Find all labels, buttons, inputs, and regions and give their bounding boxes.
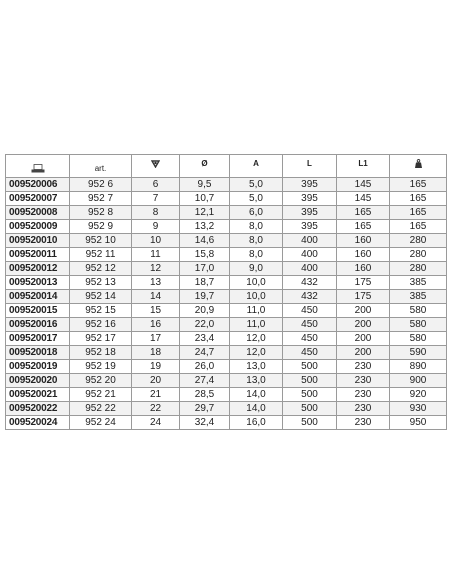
weight-cell: 165 <box>390 206 447 220</box>
table-body <box>6 178 447 430</box>
size-cell: 13 <box>132 276 180 290</box>
header-a <box>230 155 283 178</box>
l-cell: 450 <box>283 332 337 346</box>
header-size <box>132 155 180 178</box>
table-row <box>6 178 447 192</box>
table-row <box>6 402 447 416</box>
size-cell: 19 <box>132 360 180 374</box>
code-cell: 009520016 <box>6 318 70 332</box>
diameter-cell: 24,7 <box>180 346 230 360</box>
diameter-cell: 29,7 <box>180 402 230 416</box>
a-cell: 11,0 <box>230 304 283 318</box>
a-cell: 12,0 <box>230 332 283 346</box>
art-cell: 952 15 <box>70 304 132 318</box>
a-cell: 9,0 <box>230 262 283 276</box>
art-cell: 952 14 <box>70 290 132 304</box>
art-cell: 952 6 <box>70 178 132 192</box>
weight-cell: 950 <box>390 416 447 430</box>
art-cell: 952 19 <box>70 360 132 374</box>
weight-cell: 900 <box>390 374 447 388</box>
diameter-cell: 23,4 <box>180 332 230 346</box>
table-row <box>6 346 447 360</box>
header-l1 <box>337 155 390 178</box>
diameter-cell: 13,2 <box>180 220 230 234</box>
l1-cell: 230 <box>337 416 390 430</box>
code-cell: 009520006 <box>6 178 70 192</box>
l1-cell: 230 <box>337 388 390 402</box>
code-cell: 009520020 <box>6 374 70 388</box>
size-cell: 10 <box>132 234 180 248</box>
diameter-cell: 22,0 <box>180 318 230 332</box>
a-cell: 14,0 <box>230 388 283 402</box>
l-cell: 500 <box>283 360 337 374</box>
l1-cell: 175 <box>337 290 390 304</box>
code-cell: 009520007 <box>6 192 70 206</box>
header-art <box>70 155 132 178</box>
diameter-cell: 15,8 <box>180 248 230 262</box>
code-cell: 009520014 <box>6 290 70 304</box>
l1-label: L1 <box>358 159 368 168</box>
l-cell: 450 <box>283 346 337 360</box>
art-cell: 952 22 <box>70 402 132 416</box>
a-label: A <box>253 159 259 168</box>
a-cell: 12,0 <box>230 346 283 360</box>
l1-cell: 230 <box>337 360 390 374</box>
diameter-cell: 18,7 <box>180 276 230 290</box>
weight-cell: 165 <box>390 178 447 192</box>
size-cell: 24 <box>132 416 180 430</box>
l1-cell: 200 <box>337 332 390 346</box>
a-cell: 16,0 <box>230 416 283 430</box>
a-cell: 13,0 <box>230 360 283 374</box>
table-row <box>6 416 447 430</box>
l1-cell: 230 <box>337 402 390 416</box>
diameter-cell: 26,0 <box>180 360 230 374</box>
l-cell: 500 <box>283 416 337 430</box>
diameter-cell: 28,5 <box>180 388 230 402</box>
l1-cell: 200 <box>337 304 390 318</box>
art-cell: 952 8 <box>70 206 132 220</box>
size-cell: 12 <box>132 262 180 276</box>
art-cell: 952 11 <box>70 248 132 262</box>
code-cell: 009520012 <box>6 262 70 276</box>
l1-cell: 145 <box>337 192 390 206</box>
size-cell: 14 <box>132 290 180 304</box>
weight-cell: 165 <box>390 192 447 206</box>
weight-cell: 385 <box>390 290 447 304</box>
l1-cell: 230 <box>337 374 390 388</box>
table-row <box>6 262 447 276</box>
l-cell: 395 <box>283 220 337 234</box>
a-cell: 11,0 <box>230 318 283 332</box>
diameter-cell: 17,0 <box>180 262 230 276</box>
diameter-cell: 9,5 <box>180 178 230 192</box>
l1-cell: 165 <box>337 220 390 234</box>
weight-cell: 930 <box>390 402 447 416</box>
a-cell: 13,0 <box>230 374 283 388</box>
art-cell: 952 18 <box>70 346 132 360</box>
size-cell: 16 <box>132 318 180 332</box>
size-cell: 22 <box>132 402 180 416</box>
diameter-cell: 12,1 <box>180 206 230 220</box>
art-cell: 952 16 <box>70 318 132 332</box>
weight-cell: 580 <box>390 332 447 346</box>
size-cell: 11 <box>132 248 180 262</box>
a-cell: 5,0 <box>230 178 283 192</box>
size-cell: 20 <box>132 374 180 388</box>
diameter-cell: 14,6 <box>180 234 230 248</box>
size-cell: 21 <box>132 388 180 402</box>
table-row <box>6 360 447 374</box>
table-row <box>6 332 447 346</box>
weight-cell: 580 <box>390 304 447 318</box>
l-cell: 432 <box>283 290 337 304</box>
art-cell: 952 7 <box>70 192 132 206</box>
size-cell: 17 <box>132 332 180 346</box>
diameter-cell: 27,4 <box>180 374 230 388</box>
diameter-cell: 19,7 <box>180 290 230 304</box>
code-cell: 009520013 <box>6 276 70 290</box>
a-cell: 6,0 <box>230 206 283 220</box>
header-code <box>6 155 70 178</box>
code-cell: 009520010 <box>6 234 70 248</box>
l-cell: 395 <box>283 178 337 192</box>
l1-cell: 200 <box>337 346 390 360</box>
table-row <box>6 192 447 206</box>
code-cell: 009520009 <box>6 220 70 234</box>
size-cell: 7 <box>132 192 180 206</box>
diameter-cell: 20,9 <box>180 304 230 318</box>
size-cell: 15 <box>132 304 180 318</box>
table-row <box>6 276 447 290</box>
code-cell: 009520024 <box>6 416 70 430</box>
art-cell: 952 17 <box>70 332 132 346</box>
l-cell: 395 <box>283 206 337 220</box>
l-cell: 400 <box>283 234 337 248</box>
l-cell: 500 <box>283 374 337 388</box>
art-cell: 952 20 <box>70 374 132 388</box>
l1-cell: 160 <box>337 234 390 248</box>
l-cell: 450 <box>283 304 337 318</box>
l-cell: 500 <box>283 388 337 402</box>
weight-cell: 920 <box>390 388 447 402</box>
size-cell: 18 <box>132 346 180 360</box>
diameter-label: Ø <box>201 159 208 168</box>
a-cell: 8,0 <box>230 220 283 234</box>
code-cell: 009520019 <box>6 360 70 374</box>
diameter-cell: 32,4 <box>180 416 230 430</box>
diameter-cell: 10,7 <box>180 192 230 206</box>
l1-cell: 160 <box>337 248 390 262</box>
size-cell: 8 <box>132 206 180 220</box>
header-row <box>6 155 447 178</box>
l-cell: 432 <box>283 276 337 290</box>
weight-cell: 280 <box>390 234 447 248</box>
art-cell: 952 21 <box>70 388 132 402</box>
weight-cell: 590 <box>390 346 447 360</box>
table-row <box>6 374 447 388</box>
table-row <box>6 388 447 402</box>
table-row <box>6 318 447 332</box>
weight-cell: 165 <box>390 220 447 234</box>
weight-cell: 385 <box>390 276 447 290</box>
size-cell: 9 <box>132 220 180 234</box>
a-cell: 8,0 <box>230 234 283 248</box>
a-cell: 10,0 <box>230 290 283 304</box>
art-cell: 952 24 <box>70 416 132 430</box>
l-cell: 400 <box>283 262 337 276</box>
table-row <box>6 206 447 220</box>
l-cell: 450 <box>283 318 337 332</box>
table-row <box>6 248 447 262</box>
l-cell: 400 <box>283 248 337 262</box>
l-cell: 395 <box>283 192 337 206</box>
code-cell: 009520017 <box>6 332 70 346</box>
table-row <box>6 304 447 318</box>
a-cell: 10,0 <box>230 276 283 290</box>
code-cell: 009520015 <box>6 304 70 318</box>
table-row <box>6 220 447 234</box>
a-cell: 8,0 <box>230 248 283 262</box>
header-weight <box>390 155 447 178</box>
header-l <box>283 155 337 178</box>
wrench-size-icon <box>151 160 160 168</box>
weight-cell: 280 <box>390 262 447 276</box>
table-row <box>6 290 447 304</box>
code-cell: 009520022 <box>6 402 70 416</box>
l-cell: 500 <box>283 402 337 416</box>
weight-icon <box>415 159 422 168</box>
spec-table <box>5 154 447 430</box>
l1-cell: 165 <box>337 206 390 220</box>
weight-cell: 580 <box>390 318 447 332</box>
catalog-code-icon <box>31 164 45 173</box>
code-cell: 009520011 <box>6 248 70 262</box>
code-cell: 009520008 <box>6 206 70 220</box>
code-cell: 009520021 <box>6 388 70 402</box>
l1-cell: 200 <box>337 318 390 332</box>
weight-cell: 280 <box>390 248 447 262</box>
weight-cell: 890 <box>390 360 447 374</box>
l-label: L <box>307 159 312 168</box>
header-diameter <box>180 155 230 178</box>
art-label: art. <box>94 164 107 173</box>
a-cell: 5,0 <box>230 192 283 206</box>
size-cell: 6 <box>132 178 180 192</box>
code-cell: 009520018 <box>6 346 70 360</box>
a-cell: 14,0 <box>230 402 283 416</box>
art-cell: 952 13 <box>70 276 132 290</box>
art-cell: 952 9 <box>70 220 132 234</box>
l1-cell: 145 <box>337 178 390 192</box>
l1-cell: 160 <box>337 262 390 276</box>
l1-cell: 175 <box>337 276 390 290</box>
art-cell: 952 12 <box>70 262 132 276</box>
art-cell: 952 10 <box>70 234 132 248</box>
table-row <box>6 234 447 248</box>
